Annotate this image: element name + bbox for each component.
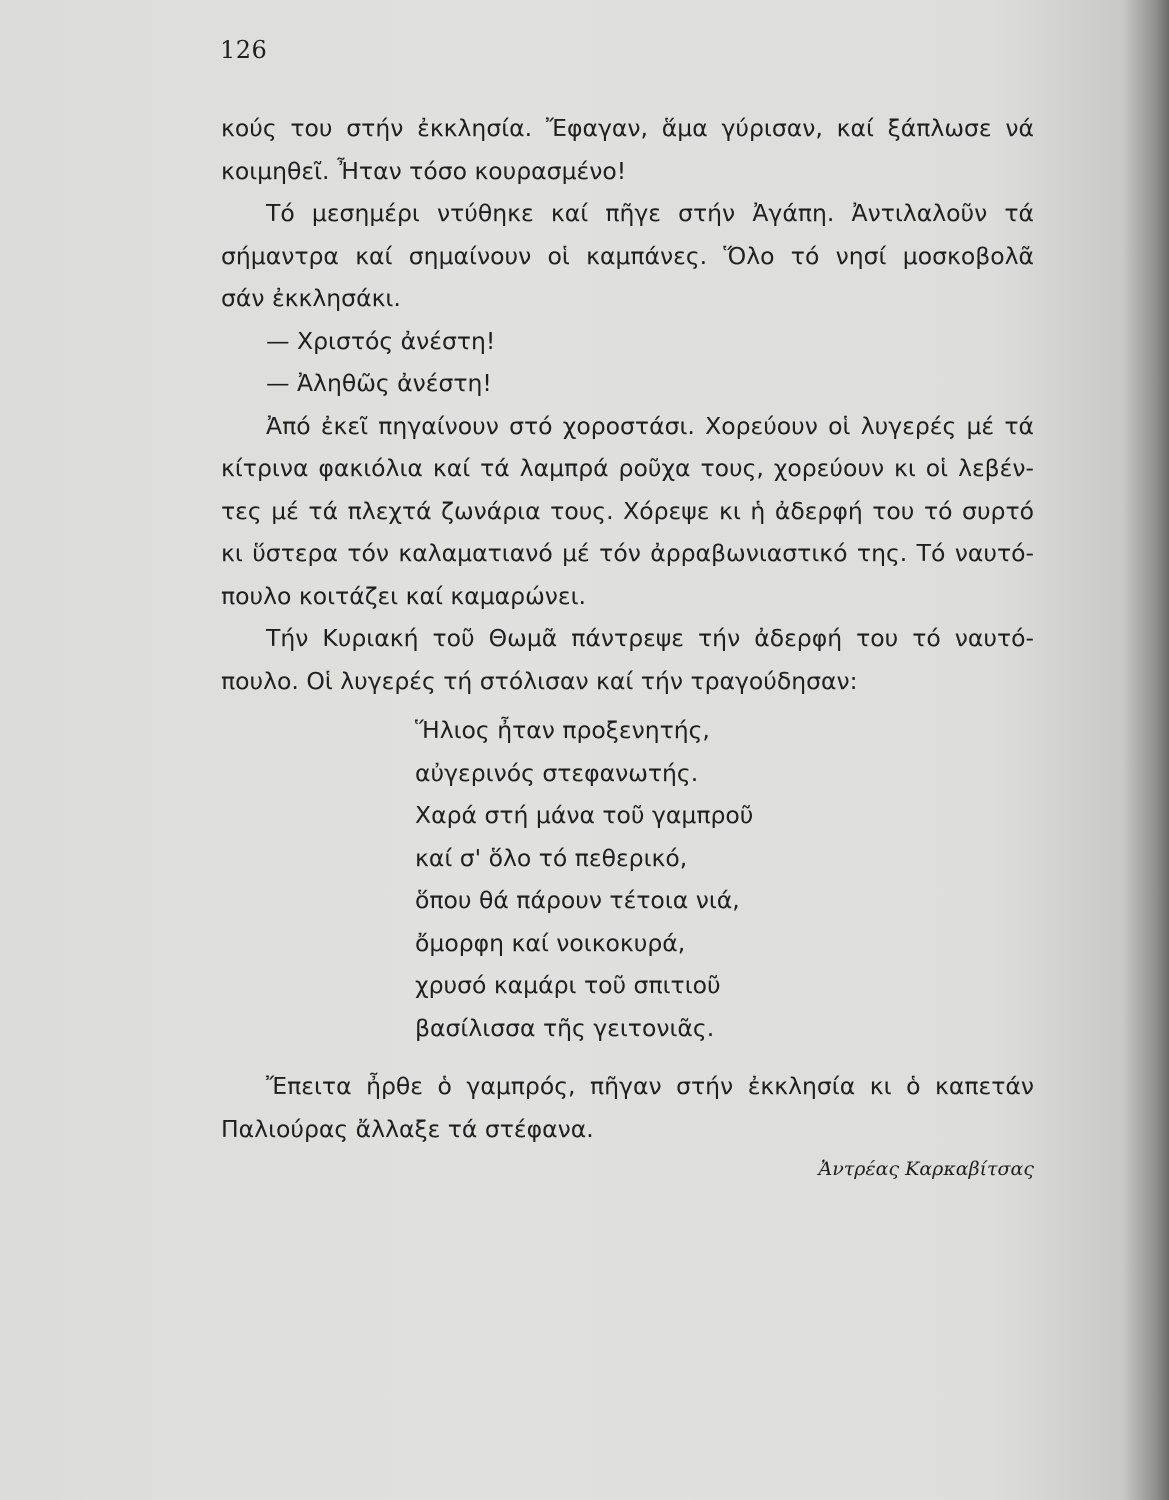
verse-line: αὐγερινός στεφανωτής. bbox=[415, 758, 699, 787]
verse-line: βασίλισσα τῆς γειτονιᾶς. bbox=[415, 1013, 715, 1042]
author-signature: Ἀντρέας Καρκαβίτσας bbox=[818, 1158, 1034, 1180]
text-line: πουλο κοιτάζει καί καμαρώνει. bbox=[221, 581, 586, 610]
text-line: κούς του στήν ἐκκλησία. Ἔφαγαν, ἅμα γύρισαν, καί ξάπλωσε νά bbox=[221, 114, 1034, 142]
text-line: κίτρινα φακιόλια καί τά λαμπρά ροῦχα τους, χορεύουν κι οἱ λεβέν- bbox=[221, 454, 1034, 482]
page-number: 126 bbox=[220, 36, 268, 64]
verse-line: ὅπου θά πάρουν τέτοια νιά, bbox=[415, 886, 740, 914]
text-line: Τό μεσημέρι ντύθηκε καί πῆγε στήν Ἀγάπη. Ἀντιλαλοῦν τά bbox=[266, 199, 1034, 227]
song-verse bbox=[415, 709, 753, 1049]
closing-paragraph bbox=[221, 1065, 1034, 1150]
dialogue-line: — Χριστός ἀνέστη! bbox=[266, 326, 496, 355]
text-line: Τήν Κυριακή τοῦ Θωμᾶ πάντρεψε τήν ἀδερφή του τό ναυτό- bbox=[266, 624, 1034, 652]
text-line: κι ὕστερα τόν καλαματιανό μέ τόν ἀρραβωνιαστικό της. Τό ναυτό- bbox=[221, 539, 1034, 567]
text-line: Ἔπειτα ἦρθε ὁ γαμπρός, πῆγαν στήν ἐκκλησία κι ὁ καπετάν bbox=[266, 1072, 1034, 1100]
dialogue-line: — Ἀληθῶς ἀνέστη! bbox=[266, 369, 492, 397]
text-line: πουλο. Οἱ λυγερές τή στόλισαν καί τήν τραγούδησαν: bbox=[221, 666, 858, 695]
prose-body bbox=[221, 107, 1034, 702]
verse-line: Ἥλιος ἦταν προξενητής, bbox=[415, 716, 710, 744]
verse-line: χρυσό καμάρι τοῦ σπιτιοῦ bbox=[415, 971, 721, 999]
text-line: σήμαντρα καί σημαίνουν οἱ καμπάνες. Ὅλο τό νησί μοσκοβολᾶ bbox=[221, 241, 1034, 270]
text-line: κοιμηθεῖ. Ἦταν τόσο κουρασμένο! bbox=[221, 156, 627, 185]
verse-line: Χαρά στή μάνα τοῦ γαμπροῦ bbox=[415, 801, 754, 829]
text-line: τες μέ τά πλεχτά ζωνάρια τους. Χόρεψε κι ἡ ἀδερφή του τό συρτό bbox=[221, 496, 1034, 525]
verse-line: καί σ' ὅλο τό πεθερικό, bbox=[415, 843, 688, 872]
verse-line: ὄμορφη καί νοικοκυρά, bbox=[415, 928, 686, 957]
text-line: Ἀπό ἐκεῖ πηγαίνουν στό χοροστάσι. Χορεύουν οἱ λυγερές μέ τά bbox=[266, 411, 1034, 440]
text-line: σάν ἐκκλησάκι. bbox=[221, 284, 401, 312]
text-line: Παλιούρας ἄλλαξε τά στέφανα. bbox=[221, 1114, 594, 1143]
